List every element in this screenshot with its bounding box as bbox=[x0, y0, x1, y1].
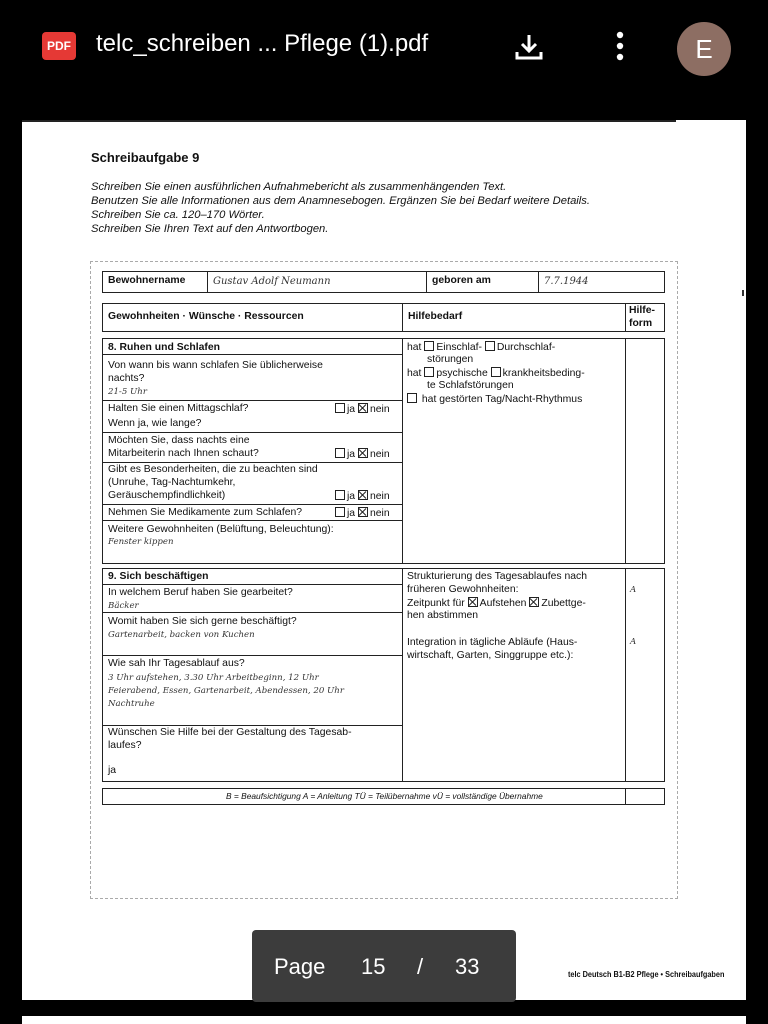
checkbox-nein-checked[interactable] bbox=[358, 490, 368, 500]
question: laufes? bbox=[108, 740, 142, 751]
checkbox-ja[interactable] bbox=[335, 490, 345, 500]
checkbox-ja[interactable] bbox=[335, 507, 345, 517]
answer: Feierabend, Essen, Gartenarbeit, Abendessen, 20 Uhr bbox=[108, 686, 344, 696]
checkbox[interactable] bbox=[424, 341, 434, 351]
viewer-toolbar bbox=[0, 0, 768, 120]
help-form-value: A bbox=[630, 637, 637, 647]
question: Wenn ja, wie lange? bbox=[108, 418, 202, 429]
answer: ja bbox=[108, 765, 117, 776]
question: (Unruhe, Tag-Nachtumkehr, bbox=[108, 477, 236, 488]
yes-no-choice: ja nein bbox=[335, 507, 390, 520]
question: Mitarbeiterin nach Ihnen schaut? bbox=[108, 448, 259, 459]
question: Wie sah Ihr Tagesablauf aus? bbox=[108, 658, 245, 669]
yes-no-choice: ja nein bbox=[335, 490, 390, 503]
checkbox-nein-checked[interactable] bbox=[358, 448, 368, 458]
help-option: hat psychische krankheitsbeding- bbox=[407, 368, 585, 379]
question: Nehmen Sie Medikamente zum Schlafen? bbox=[108, 507, 303, 518]
question: Geräuschempfindlichkeit) bbox=[108, 490, 226, 501]
total-pages: 33 bbox=[455, 954, 480, 979]
checkbox[interactable] bbox=[424, 367, 434, 377]
account-avatar[interactable]: E bbox=[677, 22, 731, 76]
yes-no-choice: ja nein bbox=[335, 448, 390, 461]
help-text: wirtschaft, Garten, Singgruppe etc.): bbox=[407, 650, 574, 661]
download-icon[interactable] bbox=[512, 30, 546, 64]
page-edge-mark bbox=[742, 290, 744, 296]
checkbox-nein-checked[interactable] bbox=[358, 507, 368, 517]
checkbox-checked[interactable] bbox=[468, 597, 478, 607]
next-page-edge bbox=[22, 1016, 746, 1024]
question: Weitere Gewohnheiten (Belüftung, Beleuchtung): bbox=[108, 524, 334, 535]
pdf-file-icon: PDF bbox=[42, 32, 76, 60]
help-option: hat Einschlaf- Durchschlaf- bbox=[407, 342, 556, 353]
question: In welchem Beruf haben Sie gearbeitet? bbox=[108, 587, 293, 598]
help-text: hen abstimmen bbox=[407, 610, 479, 621]
answer: Nachtruhe bbox=[108, 699, 155, 709]
checkbox[interactable] bbox=[491, 367, 501, 377]
answer: Bäcker bbox=[108, 601, 139, 611]
legend-text: B = Beaufsichtigung A = Anleitung TÜ = Teilübernahme vÜ = vollständige Übernahme bbox=[226, 791, 543, 801]
footer-brand: telc Deutsch B1-B2 Pflege • Schreibaufgaben bbox=[568, 969, 725, 979]
page-label: Page bbox=[274, 954, 326, 979]
page-top-rule bbox=[22, 120, 676, 122]
pdf-page bbox=[22, 120, 746, 1000]
help-option: Zeitpunkt für Aufstehen Zubettge- bbox=[407, 598, 586, 609]
checkbox-nein-checked[interactable] bbox=[358, 403, 368, 413]
help-option: hat gestörten Tag/Nacht-Rhythmus bbox=[407, 393, 582, 406]
help-text: früheren Gewohnheiten: bbox=[407, 584, 519, 595]
checkbox-checked[interactable] bbox=[529, 597, 539, 607]
column-habits: Gewohnheiten · Wünsche · Ressourcen bbox=[108, 311, 304, 322]
question: Halten Sie einen Mittagschlaf? bbox=[108, 403, 249, 414]
resident-name: Gustav Adolf Neumann bbox=[213, 276, 331, 287]
current-page: 15 bbox=[361, 954, 386, 979]
document-title: telc_schreiben ... Pflege (1).pdf bbox=[96, 30, 429, 57]
help-form-value: A bbox=[630, 585, 637, 595]
help-option: störungen bbox=[427, 354, 474, 365]
born-date: 7.7.1944 bbox=[544, 276, 589, 287]
more-options-icon[interactable] bbox=[606, 30, 634, 64]
checkbox-ja[interactable] bbox=[335, 448, 345, 458]
answer: 21-5 Uhr bbox=[108, 387, 147, 397]
question: Womit haben Sie sich gerne beschäftigt? bbox=[108, 616, 297, 627]
answer: Fenster kippen bbox=[108, 537, 174, 547]
page-indicator bbox=[252, 930, 516, 1002]
yes-no-choice: ja nein bbox=[335, 403, 390, 416]
born-label: geboren am bbox=[432, 275, 491, 286]
checkbox[interactable] bbox=[407, 393, 417, 403]
instruction-line: Schreiben Sie ca. 120–170 Wörter. bbox=[91, 209, 265, 221]
column-help: Hilfebedarf bbox=[408, 311, 463, 322]
section-9-title: 9. Sich beschäftigen bbox=[108, 571, 209, 582]
checkbox[interactable] bbox=[485, 341, 495, 351]
column-form: form bbox=[629, 318, 653, 329]
help-text: Strukturierung des Tagesablaufes nach bbox=[407, 571, 588, 582]
instruction-line: Schreiben Sie einen ausführlichen Aufnahmebericht als zusammenhängenden Text. bbox=[91, 181, 507, 193]
column-form: Hilfe- bbox=[629, 305, 655, 316]
answer: 3 Uhr aufstehen, 3.30 Uhr Arbeitbeginn, 12 Uhr bbox=[108, 673, 319, 683]
question: Von wann bis wann schlafen Sie üblicherweise bbox=[108, 360, 323, 371]
resident-label: Bewohnername bbox=[108, 275, 186, 286]
help-option: te Schlafstörungen bbox=[427, 380, 514, 391]
checkbox-ja[interactable] bbox=[335, 403, 345, 413]
page-separator: / bbox=[417, 954, 424, 979]
answer: Gartenarbeit, backen von Kuchen bbox=[108, 630, 255, 640]
question: Wünschen Sie Hilfe bei der Gestaltung des Tagesab- bbox=[108, 727, 352, 738]
question: Möchten Sie, dass nachts eine bbox=[108, 435, 250, 446]
instruction-line: Benutzen Sie alle Informationen aus dem Anamnesebogen. Ergänzen Sie bei Bedarf weitere Details. bbox=[91, 195, 590, 207]
instruction-line: Schreiben Sie Ihren Text auf den Antwortbogen. bbox=[91, 223, 329, 235]
question: Gibt es Besonderheiten, die zu beachten sind bbox=[108, 464, 318, 475]
question: nachts? bbox=[108, 373, 145, 384]
task-heading: Schreibaufgabe 9 bbox=[91, 150, 200, 165]
help-text: Integration in tägliche Abläufe (Haus- bbox=[407, 637, 578, 648]
section-8-title: 8. Ruhen und Schlafen bbox=[108, 342, 220, 353]
